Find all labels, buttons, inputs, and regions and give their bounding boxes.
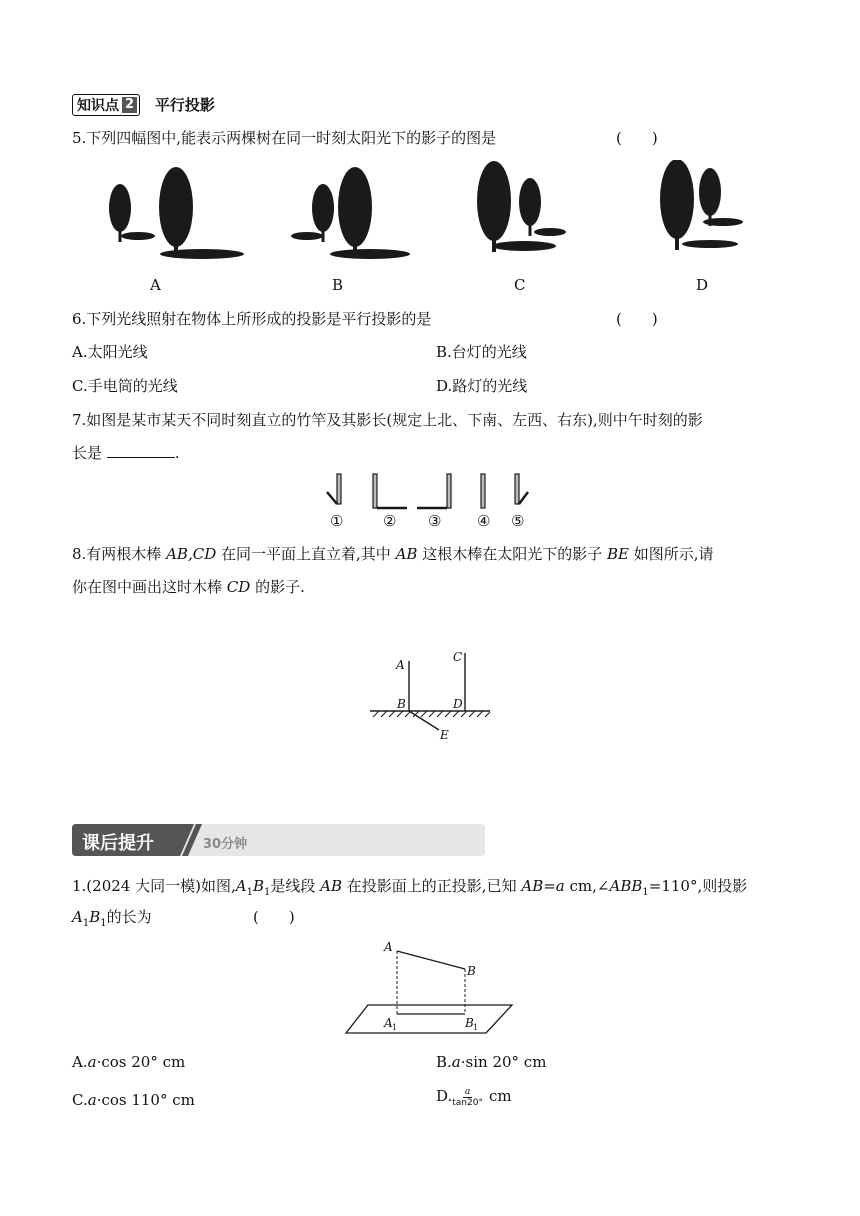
p1-text: 的长为 xyxy=(106,908,152,926)
fig-p1-label-b: B xyxy=(467,964,476,978)
option-text: cm xyxy=(488,1087,512,1105)
question-6-answer-paren: ( ) xyxy=(616,310,658,328)
answer-blank[interactable] xyxy=(107,443,175,458)
fig-p1-label-b1-sub: 1 xyxy=(473,1023,479,1032)
figure-c xyxy=(477,161,566,252)
option-text: ·cos 20° cm xyxy=(96,1053,186,1071)
projection-figure xyxy=(340,935,520,1040)
p1-var: A xyxy=(72,908,83,926)
option-prefix: A. xyxy=(72,1053,88,1071)
question-8-line1 xyxy=(72,544,714,564)
fraction-denominator: tan20° xyxy=(452,1097,483,1108)
problem-1-option-a xyxy=(72,1052,185,1072)
pole-label-3: ③ xyxy=(428,512,442,530)
p1-text: 是线段 xyxy=(270,877,316,895)
p1-text: = xyxy=(543,877,556,895)
fig8-label-e: E xyxy=(440,728,449,742)
figure-label-c: C xyxy=(514,276,526,294)
problem-1-option-b xyxy=(436,1052,546,1072)
fraction xyxy=(452,1087,483,1108)
p1-sub: 1 xyxy=(246,887,253,898)
banner-time: 30分钟 xyxy=(203,837,248,852)
fraction-numerator: a xyxy=(464,1086,471,1097)
question-7-line2: 长是 . xyxy=(72,444,180,462)
p1-text: cm,∠ xyxy=(564,877,610,895)
question-6-text: 6.下列光线照射在物体上所形成的投影是平行投影的是 xyxy=(72,310,432,328)
figure-label-b: B xyxy=(332,276,344,294)
p1-var: AB xyxy=(521,877,544,895)
p1-var: AB xyxy=(320,877,343,895)
problem-1-line1 xyxy=(72,876,747,903)
fig8-label-b: B xyxy=(397,697,406,711)
question-6-option-a: A.太阳光线 xyxy=(72,343,148,361)
question-7-line1: 7.如图是某市某天不同时刻直立的竹竿及其影长(规定上北、下南、左西、右东),则中午时刻的影 xyxy=(72,411,703,429)
q8-var: CD xyxy=(226,578,251,596)
question-8-line2 xyxy=(72,577,305,597)
option-var: a xyxy=(451,1053,461,1071)
question-6-option-c: C.手电筒的光线 xyxy=(72,377,178,395)
figure-label-a: A xyxy=(150,276,161,294)
p1-var: B xyxy=(89,908,101,926)
option-var: a xyxy=(87,1053,97,1071)
q8-text: 8.有两根木棒 xyxy=(72,545,162,563)
p1-var: a xyxy=(555,877,565,895)
option-prefix: D. xyxy=(436,1087,453,1105)
fig-p1-label-a1: A xyxy=(384,1016,393,1030)
fig-p1-label-a1-sub: 1 xyxy=(392,1023,398,1032)
fig8-label-a: A xyxy=(396,658,405,672)
problem-1-option-c xyxy=(72,1090,195,1110)
pole-label-2: ② xyxy=(383,512,397,530)
problem-1-option-d xyxy=(436,1086,512,1108)
q8-var: AB xyxy=(395,545,418,563)
figure-label-d: D xyxy=(696,276,709,294)
figure-b xyxy=(291,167,410,259)
q8-var: AB,CD xyxy=(166,545,217,563)
q8-text: 在同一平面上直立着,其中 xyxy=(221,545,391,563)
p1-text: 1.(2024 大同一模)如图, xyxy=(72,877,236,895)
question-6-option-b: B.台灯的光线 xyxy=(436,343,527,361)
option-prefix: B. xyxy=(436,1053,452,1071)
pole-label-1: ① xyxy=(330,512,344,530)
q8-text: 这根木棒在太阳光下的影子 xyxy=(422,545,603,563)
fig8-label-d: D xyxy=(453,697,463,711)
q8-text: 你在图中画出这时木棒 xyxy=(72,578,223,596)
option-text: ·sin 20° cm xyxy=(460,1053,547,1071)
q8-text: 如图所示,请 xyxy=(633,545,714,563)
fig8-label-c: C xyxy=(453,650,463,664)
p1-sub: 1 xyxy=(100,918,107,929)
section-title: 平行投影 xyxy=(154,96,215,114)
pole-label-4: ④ xyxy=(477,512,491,530)
q8-var: BE xyxy=(607,545,629,563)
banner-title: 课后提升 xyxy=(82,833,154,854)
problem-1-answer-paren: ( ) xyxy=(253,908,295,926)
section-header-knowledge-point xyxy=(72,94,215,116)
question-5-answer-paren: ( ) xyxy=(616,129,658,147)
tree-shadow-figures xyxy=(100,160,760,270)
fig-p1-label-b1: B xyxy=(465,1016,474,1030)
fig-p1-label-a: A xyxy=(384,940,393,954)
p1-sub: 1 xyxy=(263,887,271,898)
figure-a xyxy=(109,167,244,259)
option-prefix: C. xyxy=(72,1091,88,1109)
p1-sub: 1 xyxy=(642,887,649,898)
p1-var: ABB xyxy=(609,877,643,895)
sticks-shadow-figure xyxy=(365,645,495,745)
option-var: a xyxy=(87,1091,97,1109)
option-text: ·cos 110° cm xyxy=(96,1091,195,1109)
question-5-text: 5.下列四幅图中,能表示两棵树在同一时刻太阳光下的影子的图是 xyxy=(72,129,497,147)
p1-text: 在投影面上的正投影,已知 xyxy=(346,877,517,895)
badge-text: 知识点 xyxy=(77,98,119,114)
q8-text: 的影子. xyxy=(255,578,305,596)
pole-label-5: ⑤ xyxy=(511,512,525,530)
question-6-option-d: D.路灯的光线 xyxy=(436,377,528,395)
knowledge-point-badge xyxy=(72,94,140,116)
figure-d xyxy=(660,160,743,250)
p1-sub: 1 xyxy=(82,918,90,929)
p1-var: B xyxy=(252,877,264,895)
p1-text: =110°,则投影 xyxy=(648,877,748,895)
p1-var: A xyxy=(235,877,247,895)
bamboo-pole-shadows-figure xyxy=(322,470,532,510)
problem-1-line2 xyxy=(72,907,152,934)
badge-number: 2 xyxy=(122,97,137,113)
question-7-line2-text: 长是 xyxy=(72,444,103,462)
